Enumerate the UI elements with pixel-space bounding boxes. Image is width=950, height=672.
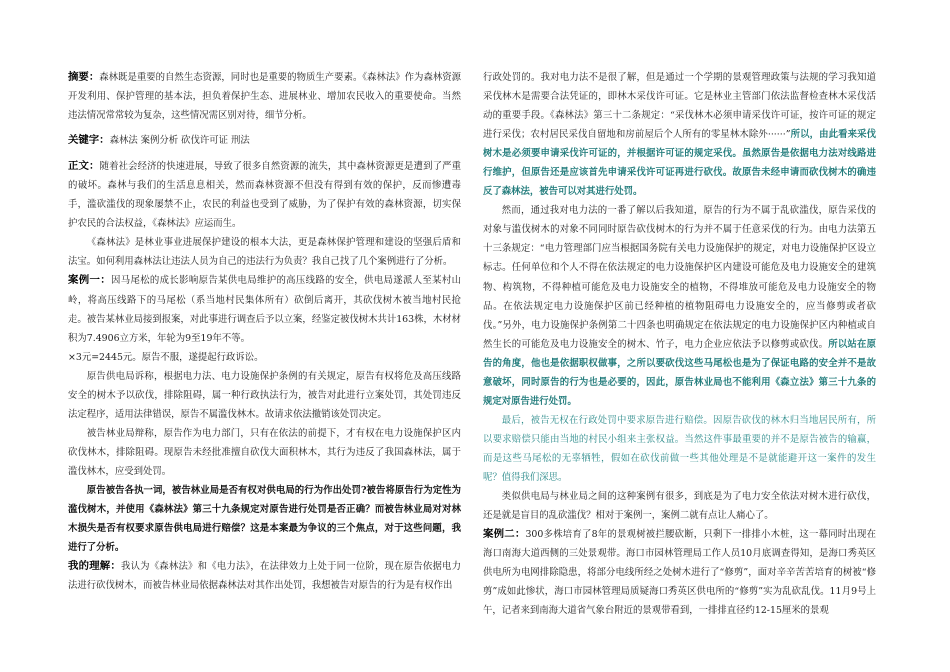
right-paragraph-3: 最后，被告无权在行政处罚中要求原告进行赔偿。因原告砍伐的林木归当地居民所有，所以要求赔偿只能由当地的村民小组来主张权益。当然这件事最重要的并不是原告被告的输赢，而是这些马尾松的无辜牺牲，假如在砍伐前做一些其他处理是不是就能避开这一案件的发生呢？值得我们深思。 <box>483 414 876 483</box>
case-2-label: 案例二： <box>483 528 526 541</box>
case-1-label: 案例一： <box>68 274 111 287</box>
keywords <box>68 131 461 150</box>
right-paragraph-1-highlight: 所以，由此看来采伐树木是必须要申请采伐许可证的，并根据许可证的规定采伐。虽然原告是依据电力法对线路进行维护，但原告还是应该首先申请采伐许可证再进行砍伐。故原告未经申请而砍伐树木的确违反了森林法，被告可以对其进行处罚。 <box>483 129 876 198</box>
left-column <box>68 68 461 595</box>
case-1-issues: 原告被告各执一词，被告林业局是否有权对供电局的行为作出处罚?被告将原告行为定性为滥伐树木，并使用《森林法》第三十九条规定对原告进行处罚是否正确？而被告林业局对对林木损失是否有权要求原告供电局进行赔偿？这是本案最为争议的三个焦点，对于这些问题，我进行了分析。 <box>68 484 461 554</box>
right-paragraph-2-highlight: 所以站在原告的角度，他也是依据职权做事，之所以要砍伐这些马尾松也是为了保证电路的安全并不是故意破坏，同时原告的行为也是必要的，因此，原告林业局也不能利用《森立法》第三十九条的规定对原告进行处罚。 <box>483 338 876 407</box>
understanding-label: 我的理解： <box>68 560 121 573</box>
abstract-text: 森林既是重要的自然生态资源，同时也是重要的物质生产要素。《森林法》作为森林资源开发利用、保护管理的基本法，担负着保护生态、进展林业、增加农民收入的重要使命。当然违法情况常常较为复杂，这些情况需区别对待，细节分析。 <box>68 72 462 122</box>
case-1-fine: ×3元=2445元。原告不服，遂提起行政诉讼。 <box>68 351 264 363</box>
case-2-text: 300多株培育了8年的景观树被拦腰砍断，只剩下一排排小木桩，这一幕同时出现在海口南海大道西侧的三处景观带。海口市园林管理局工作人员10月底调查得知，是海口秀英区供电所为电网排除隐患，将部分电线所经之处树木进行了“修剪”，面对辛辛苦苦培育的树被“修剪”成如此惨状，海口市园林管理局质疑海口秀英区供电所的“修剪”实为乱砍乱伐。11月9号上午，记者来到南海大道省气象台附近的景观带看到，一排排直径约12-15厘米的景观 <box>483 529 876 617</box>
keywords-label: 关键字： <box>68 134 110 147</box>
right-paragraph-2 <box>483 201 876 411</box>
right-paragraph-1 <box>483 68 876 201</box>
body-intro <box>68 157 461 233</box>
case-1-text: 因马尾松的成长影响原告某供电局维护的高压线路的安全，供电局遂派人至某村山岭，将高压线路下的马尾松（系当地村民集体所有）砍倒后离开，其砍伐树木被当地村民抢走。被告某林业局接到报案，对此事进行调查后予以立案，经鉴定被伐树木共计163株，木材材积为7.4906立方米，年轮为9至19年不等。 <box>68 275 461 344</box>
understanding-text: 我认为《森林法》和《电力法》，在法律效力上处于同一位阶，现在原告依据电力法进行砍伐树木，而被告林业局依据森林法对其作出处罚，我想被告对原告的行为是有权作出 <box>68 561 461 592</box>
right-paragraph-1a: 行政处罚的。我对电力法不是很了解，但是通过一个学期的景观管理政策与法规的学习我知道采伐林木是需要合法凭证的，即林木采伐许可证。它是林业主管部门依法监督检查林木采伐活动的重要手段。《森林法》第三十二条规定：“采伐林木必须申请采伐许可证，按许可证的规定进行采伐；农村居民采伐自留地和房前屋后个人所有的零星林木除外······” <box>483 72 876 141</box>
right-paragraph-2-text: 然而，通过我对电力法的一番了解以后我知道，原告的行为不属于乱砍滥伐，原告采伐的对象与滥伐树木的对象不同同时原告砍伐树木的行为并不属于任意采伐的行为。由电力法第五十三条规定：“电力管理部门应当根据国务院有关电力设施保护的规定，对电力设施保护区设立标志。任何单位和个人不得在依法规定的电力设施保护区内建设可能危及电力设施安全的建筑物、构筑物，不得种植可能危及电力设施安全的植物，不得堆放可能危及电力设施安全的物品。在依法规定电力设施保护区前已经种植的植物阻碍电力设施安全的，应当修剪或者砍伐。”另外，电力设施保护条例第二十四条也明确规定在依法规定的电力设施保护区内种植或自然生长的可能危及电力设施安全的树木、竹子，电力企业应依法予以修剪或砍伐。 <box>483 205 876 350</box>
body-paragraph-1: 随着社会经济的快速进展，导致了很多自然资源的流失，其中森林资源更是遭到了严重的破坏。森林与我们的生活息息相关，然而森林资源不但没有得到有效的保护，反而惨遭毒手，滥砍滥伐的现象屡禁不止，农民的利益也受到了威胁，为了保护有效的森林资源，切实保护农民的合法权益，《森林法》应运而生。 <box>68 161 461 230</box>
abstract-label: 摘要： <box>68 71 100 83</box>
body-label: 正文： <box>68 160 100 173</box>
case-2 <box>483 525 876 620</box>
my-understanding <box>68 557 461 595</box>
right-column <box>483 68 876 620</box>
abstract <box>68 68 461 125</box>
case-1 <box>68 271 461 347</box>
case-1-defendant: 被告林业局辩称，原告作为电力部门，只有在依法的前提下，才有权在电力设施保护区内砍伐林木，排除阻碍。现原告未经批准擅自砍伐大面积林木，其行为违反了我国森林法，属于滥伐林木，应受到处罚。 <box>68 427 461 477</box>
right-paragraph-4: 类似供电局与林业局之间的这种案例有很多，到底是为了电力安全依法对树木进行砍伐，还是就是盲目的乱砍滥伐？相对于案例一，案例二就有点让人痛心了。 <box>483 491 876 522</box>
keywords-text: 森林法 案例分析 砍伐许可证 刑法 <box>109 135 250 147</box>
case-1-plaintiff: 原告供电局诉称，根据电力法、电力设施保护条例的有关规定，原告有权将危及高压线路安全的树木予以砍伐，排除阻碍，属一种行政执法行为，被告对此进行立案处罚，其处罚违反法定程序，适用法律错误，原告不属滥伐林木。故请求依法撤销该处罚决定。 <box>68 370 461 420</box>
body-paragraph-2: 《森林法》是林业事业进展保护建设的根本大法，更是森林保护管理和建设的坚强后盾和法宝。如何利用森林法让违法人员为自己的违法行为负责？我自己找了几个案例进行了分析。 <box>68 237 461 268</box>
